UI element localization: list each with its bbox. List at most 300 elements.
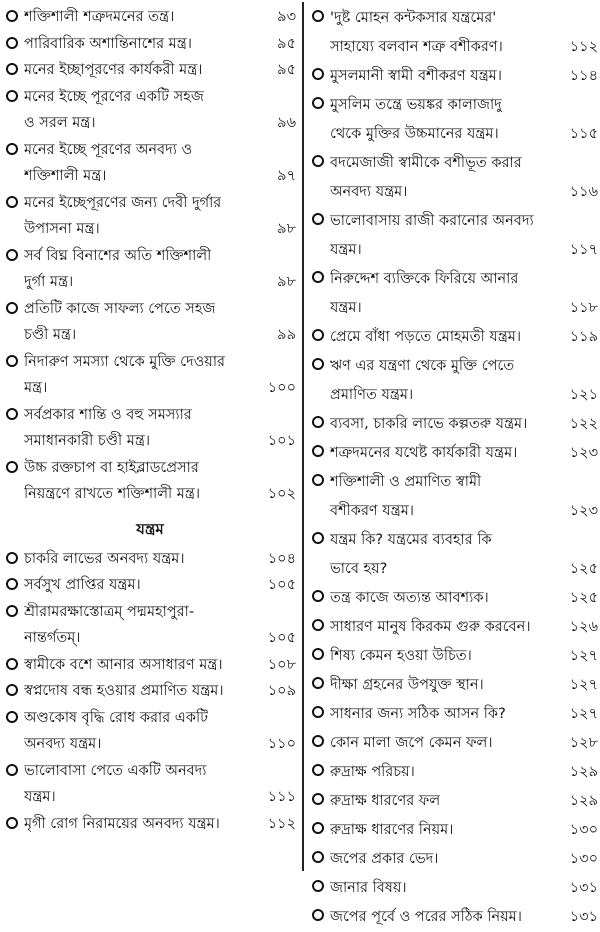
circle-bullet-icon: [6, 764, 18, 776]
entry-body: [24, 243, 296, 296]
toc-entry: [4, 190, 296, 243]
entry-line: [330, 816, 598, 845]
entry-title: অণ্ডকোষ বৃদ্ধি রোধ করার একটি: [24, 709, 209, 726]
entry-title: শক্তিশালী ও প্রমাণিত স্বামী: [330, 474, 482, 490]
circle-bullet-icon: [6, 143, 18, 155]
entry-body: [330, 439, 598, 468]
entry-title: নিদারুণ সমস্যা থেকে মুক্তি দেওয়ার: [24, 353, 225, 370]
page-number: ১১১: [267, 789, 296, 805]
entry-title: রুদ্রাক্ষ ধারণের ফল: [330, 793, 441, 809]
toc-entry: [310, 468, 598, 526]
entry-title: পারিবারিক অশান্তিনাশের মন্ত্র।: [24, 35, 192, 52]
entry-title: যন্ত্রম।: [330, 242, 362, 258]
entry-line: [330, 439, 598, 468]
circle-bullet-icon: [312, 735, 324, 747]
circle-bullet-icon: [312, 851, 324, 863]
page-number: ৯৭: [277, 168, 296, 184]
entry-body: [24, 705, 296, 758]
entry-line: [24, 652, 296, 679]
page-number: ১২২: [569, 416, 598, 432]
entry-body: [24, 349, 296, 402]
entry-body: [24, 84, 296, 137]
page-number: ৯৯: [277, 327, 296, 343]
entry-title: রুদ্রাক্ষ পরিচয়।: [330, 764, 415, 780]
entry-line: [330, 410, 598, 439]
left-column: [4, 4, 296, 837]
toc-entry: [4, 296, 296, 349]
entry-line: [24, 784, 296, 811]
entry-body: [24, 678, 296, 705]
entry-title: সাধনার জন্য সঠিক আসন কি?: [330, 706, 506, 722]
circle-bullet-icon: [312, 822, 324, 834]
toc-entry: [310, 526, 598, 584]
entry-line: [24, 572, 296, 599]
toc-entry: [310, 584, 598, 613]
entry-line: [24, 84, 296, 111]
entry-title: ভাবে হয়?: [330, 561, 388, 577]
entry-body: [330, 468, 598, 526]
entry-body: [24, 546, 296, 573]
entry-line: [330, 642, 598, 671]
entry-line: [330, 845, 598, 874]
entry-line: [24, 402, 296, 429]
circle-bullet-icon: [312, 590, 324, 602]
circle-bullet-icon: [312, 329, 324, 341]
entry-line: [24, 758, 296, 785]
entry-title: প্রতিটি কাজে সাফল্য পেতে সহজ: [24, 300, 216, 317]
entry-title: তন্ত্র কাজে অত্যন্ত আবশ্যক।: [330, 590, 489, 606]
entry-line: [24, 678, 296, 705]
toc-entry: [310, 265, 598, 323]
toc-entry: [310, 642, 598, 671]
entry-title: সমাধানকারী চণ্ডী মন্ত্র।: [24, 433, 151, 449]
entry-line: [330, 903, 598, 932]
circle-bullet-icon: [312, 880, 324, 892]
toc-entry: [310, 787, 598, 816]
entry-line: [24, 322, 296, 349]
entry-title: মনের ইচ্ছেপূরণের জন্য দেবী দুর্গার: [24, 194, 222, 211]
entry-line: [330, 33, 598, 62]
right-entries: [310, 4, 598, 932]
entry-line: [330, 207, 598, 236]
entry-body: [330, 4, 598, 62]
circle-bullet-icon: [6, 37, 18, 49]
entry-line: [330, 671, 598, 700]
entry-title: ও সরল মন্ত্র।: [24, 115, 96, 131]
entry-line: [330, 497, 598, 526]
entry-title: নান্তর্গতম্।: [24, 630, 81, 646]
entry-line: [24, 163, 296, 190]
entry-title: মনের ইচ্ছে পূরণের একটি সহজ: [24, 88, 204, 105]
toc-entry: [4, 4, 296, 31]
page-number: ১১৫: [569, 126, 598, 142]
page-number: ১০৫: [267, 577, 296, 593]
entry-title: অনবদ্য যন্ত্রম।: [24, 736, 102, 752]
entry-title: উপাসনা মন্ত্র।: [24, 221, 100, 237]
circle-bullet-icon: [6, 461, 18, 473]
circle-bullet-icon: [312, 358, 324, 370]
page-number: ১২৭: [569, 706, 598, 722]
circle-bullet-icon: [6, 817, 18, 829]
toc-entry: [310, 149, 598, 207]
page-number: ১১৭: [569, 242, 598, 258]
entry-title: মন্ত্র।: [24, 380, 48, 396]
page-number: ১২৫: [569, 590, 598, 606]
circle-bullet-icon: [312, 10, 324, 22]
entry-title: নিরুদ্দেশ ব্যক্তিকে ফিরিয়ে আনার: [330, 271, 519, 287]
entry-body: [330, 816, 598, 845]
entry-line: [330, 323, 598, 352]
page-number: ১৩১: [569, 909, 598, 925]
page-number: ১১৯: [569, 329, 598, 345]
circle-bullet-icon: [6, 658, 18, 670]
circle-bullet-icon: [312, 97, 324, 109]
toc-entry: [4, 455, 296, 508]
toc-entry: [4, 678, 296, 705]
circle-bullet-icon: [6, 552, 18, 564]
toc-entry: [4, 705, 296, 758]
circle-bullet-icon: [312, 68, 324, 80]
entry-body: [24, 57, 296, 84]
entry-line: [330, 62, 598, 91]
circle-bullet-icon: [6, 355, 18, 367]
entry-title: মুসলিম তন্ত্রে ভয়ঙ্কর কালাজাদু: [330, 97, 502, 113]
entry-body: [330, 265, 598, 323]
entry-line: [24, 546, 296, 573]
page-number: ১১২: [267, 815, 296, 832]
entry-body: [330, 91, 598, 149]
entry-title: উচ্চ রক্তচাপ বা হাইব্লাডপ্রেসার: [24, 459, 199, 476]
entry-line: [330, 758, 598, 787]
circle-bullet-icon: [312, 677, 324, 689]
circle-bullet-icon: [312, 793, 324, 805]
circle-bullet-icon: [312, 648, 324, 660]
entry-body: [330, 352, 598, 410]
entry-line: [24, 625, 296, 652]
entry-body: [24, 811, 296, 838]
entry-title: রুদ্রাক্ষ ধারণের নিয়ম।: [330, 822, 454, 838]
page-number: ৯৫: [277, 35, 296, 52]
entry-body: [24, 190, 296, 243]
entry-body: [330, 903, 598, 932]
toc-entry: [310, 352, 598, 410]
entry-line: [24, 455, 296, 482]
toc-entry: [4, 402, 296, 455]
entry-title: যন্ত্রম।: [330, 300, 362, 316]
entry-line: [24, 705, 296, 732]
toc-entry: [310, 207, 598, 265]
toc-entry: [310, 874, 598, 903]
page-number: ১২১: [569, 387, 598, 403]
entry-line: [330, 526, 598, 555]
entry-body: [330, 758, 598, 787]
entry-title: জপের প্রকার ভেদ।: [330, 851, 439, 867]
entry-body: [24, 652, 296, 679]
toc-entry: [310, 323, 598, 352]
entry-title: 'দুষ্ট মোহন কন্টকসার যন্ত্রমের': [330, 10, 497, 26]
entry-line: [24, 137, 296, 164]
entry-title: মনের ইচ্ছে পূরণের অনবদ্য ও: [24, 141, 193, 158]
entry-line: [24, 190, 296, 217]
toc-entry: [310, 729, 598, 758]
entry-body: [330, 787, 598, 816]
circle-bullet-icon: [312, 213, 324, 225]
entry-line: [330, 265, 598, 294]
entry-title: বশীকরণ যন্ত্রম।: [330, 503, 414, 519]
entry-line: [24, 375, 296, 402]
page-number: ১০৫: [267, 630, 296, 646]
entry-title: শিষ্য কেমন হওয়া উচিত।: [330, 648, 472, 664]
page-number: ১৩০: [569, 822, 598, 838]
toc-entry: [310, 845, 598, 874]
page-number: ৯৬: [277, 115, 296, 131]
circle-bullet-icon: [6, 684, 18, 696]
toc-entry: [310, 410, 598, 439]
entry-line: [24, 269, 296, 296]
entry-body: [330, 584, 598, 613]
entry-body: [330, 613, 598, 642]
entry-line: [330, 178, 598, 207]
circle-bullet-icon: [6, 249, 18, 261]
section-heading: যন্ত্রম: [136, 519, 164, 538]
toc-entry: [310, 91, 598, 149]
circle-bullet-icon: [6, 408, 18, 420]
circle-bullet-icon: [312, 532, 324, 544]
page-number: ১৩১: [569, 880, 598, 896]
page-number: ১২৭: [569, 648, 598, 664]
entry-title: বদমেজাজী স্বামীকে বশীভূত করার: [330, 155, 522, 171]
circle-bullet-icon: [6, 90, 18, 102]
page-number: ১০২: [267, 486, 296, 502]
entry-title: প্রমাণিত যন্ত্রম।: [330, 387, 414, 403]
page-number: ১০১: [267, 433, 296, 449]
circle-bullet-icon: [6, 578, 18, 590]
entry-title: ঋণ এর যন্ত্রণা থেকে মুক্তি পেতে: [330, 358, 515, 374]
entry-body: [330, 729, 598, 758]
entry-line: [24, 31, 296, 58]
entry-title: সর্ব বিঘ্ন বিনাশের অতি শক্তিশালী: [24, 247, 212, 264]
entry-title: দুর্গা মন্ত্র।: [24, 274, 74, 290]
entry-title: নিয়ন্ত্রণে রাখতে শক্তিশালী মন্ত্র।: [24, 486, 201, 502]
entry-body: [24, 4, 296, 31]
circle-bullet-icon: [312, 416, 324, 428]
toc-entry: [4, 84, 296, 137]
entry-line: [330, 352, 598, 381]
circle-bullet-icon: [312, 474, 324, 486]
page-number: ১১৪: [569, 68, 598, 84]
entry-line: [24, 599, 296, 626]
entry-line: [330, 874, 598, 903]
page-number: ৯৮: [277, 221, 296, 237]
entry-line: [330, 787, 598, 816]
circle-bullet-icon: [312, 706, 324, 718]
toc-entry: [310, 4, 598, 62]
left-entries-bottom: [4, 546, 296, 838]
entry-line: [330, 236, 598, 265]
entry-title: ভালোবাসা পেতে একটি অনবদ্য: [24, 762, 207, 779]
page-number: ১২৩: [569, 445, 598, 461]
entry-line: [330, 555, 598, 584]
entry-line: [24, 296, 296, 323]
toc-entry: [310, 758, 598, 787]
entry-line: [24, 57, 296, 84]
page-number: ১২৩: [569, 503, 598, 519]
entry-line: [24, 811, 296, 838]
page-number: ৯৫: [277, 62, 296, 78]
entry-title: কোন মালা জপে কেমন ফল।: [330, 735, 493, 751]
entry-body: [24, 296, 296, 349]
circle-bullet-icon: [312, 764, 324, 776]
entry-title: সর্বপ্রকার শান্তি ও বহু সমস্যার: [24, 406, 192, 423]
entry-title: প্রেমে বাঁধা পড়তে মোহমতী যন্ত্রম।: [330, 329, 522, 345]
entry-title: যন্ত্রম।: [24, 789, 56, 805]
entry-line: [330, 468, 598, 497]
entry-body: [24, 455, 296, 508]
entry-title: জানার বিষয়।: [330, 880, 407, 896]
page-number: ৯৩: [277, 9, 296, 25]
entry-title: চণ্ডী মন্ত্র।: [24, 327, 77, 343]
left-entries-top: [4, 4, 296, 508]
entry-title: থেকে মুক্তির উচ্চমানের যন্ত্রম।: [330, 126, 499, 142]
page-number: ১২৬: [569, 619, 598, 635]
entry-body: [330, 874, 598, 903]
entry-body: [330, 207, 598, 265]
page-number: ১২৯: [569, 764, 598, 780]
entry-title: মুসলমানী স্বামী বশীকরণ যন্ত্রম।: [330, 68, 502, 84]
entry-body: [330, 845, 598, 874]
entry-line: [24, 731, 296, 758]
entry-title: শ্রীরামরক্ষাস্তোত্রম্ পদ্মমহাপুরা-: [24, 603, 195, 620]
circle-bullet-icon: [312, 909, 324, 921]
entry-body: [330, 642, 598, 671]
toc-entry: [4, 31, 296, 58]
entry-body: [24, 402, 296, 455]
page-number: ১১৬: [569, 184, 598, 200]
entry-title: চাকরি লাভের অনবদ্য যন্ত্রম।: [24, 550, 185, 567]
entry-title: যন্ত্রম কি? যন্ত্রমের ব্যবহার কি: [330, 532, 492, 548]
entry-body: [330, 700, 598, 729]
circle-bullet-icon: [312, 619, 324, 631]
entry-title: ভালোবাসায় রাজী করানোর অনবদ্য: [330, 213, 534, 229]
page-number: ১২৯: [569, 793, 598, 809]
entry-line: [24, 110, 296, 137]
page-number: ১২৭: [569, 677, 598, 693]
entry-title: শক্তিশালী মন্ত্র।: [24, 168, 107, 184]
right-column: [310, 4, 598, 932]
entry-line: [24, 4, 296, 31]
page-number: ১১২: [569, 39, 598, 55]
toc-entry: [310, 439, 598, 468]
entry-body: [24, 758, 296, 811]
entry-body: [330, 149, 598, 207]
toc-entry: [4, 599, 296, 652]
circle-bullet-icon: [6, 10, 18, 22]
entry-body: [330, 62, 598, 91]
page-number: ১০৪: [267, 550, 296, 567]
toc-entry: [4, 349, 296, 402]
toc-entry: [310, 671, 598, 700]
circle-bullet-icon: [312, 155, 324, 167]
entry-line: [330, 729, 598, 758]
entry-title: মৃগী রোগ নিরাময়ের অনবদ্য যন্ত্রম।: [24, 815, 220, 832]
toc-entry: [4, 57, 296, 84]
entry-title: স্বপ্নদোষ বন্ধ হওয়ার প্রমাণিত যন্ত্রম।: [24, 683, 224, 699]
entry-line: [330, 381, 598, 410]
entry-line: [24, 243, 296, 270]
entry-title: অনবদ্য যন্ত্রম।: [330, 184, 408, 200]
page-number: ১০০: [267, 380, 296, 396]
entry-title: শক্তিশালী শত্রুদমনের তন্ত্র।: [24, 9, 175, 25]
entry-title: জপের পূর্বে ও পরের সঠিক নিয়ম।: [330, 909, 522, 925]
entry-title: সাধারণ মানুষ কিরকম গুরু করবেন।: [330, 619, 531, 635]
entry-line: [24, 216, 296, 243]
circle-bullet-icon: [6, 302, 18, 314]
toc-entry: [310, 700, 598, 729]
entry-line: [330, 120, 598, 149]
entry-title: শত্রুদমনের যথেষ্ট কার্যকারী যন্ত্রম।: [330, 445, 518, 461]
entry-body: [330, 410, 598, 439]
circle-bullet-icon: [6, 605, 18, 617]
entry-line: [330, 700, 598, 729]
page-number: ১০৯: [267, 683, 296, 699]
page-number: ১০৮: [267, 656, 296, 673]
entry-line: [330, 149, 598, 178]
toc-entry: [4, 758, 296, 811]
column-divider: [302, 2, 304, 871]
page-number: ১২৮: [569, 735, 598, 751]
page-number: ১৩০: [569, 851, 598, 867]
entry-body: [24, 599, 296, 652]
toc-entry: [4, 546, 296, 573]
entry-body: [24, 137, 296, 190]
toc-entry: [310, 613, 598, 642]
entry-line: [330, 613, 598, 642]
entry-title: ব্যবসা, চাকরি লাভে কল্পতরু যন্ত্রম।: [330, 416, 528, 432]
toc-entry: [4, 137, 296, 190]
toc-entry: [310, 903, 598, 932]
toc-entry: [4, 243, 296, 296]
page-number: ৯৮: [277, 274, 296, 290]
page-number: ১২৫: [569, 561, 598, 577]
entry-line: [330, 91, 598, 120]
toc-entry: [310, 62, 598, 91]
page-number: ১১০: [267, 736, 296, 752]
entry-body: [24, 572, 296, 599]
entry-title: দীক্ষা গ্রহনের উপযুক্ত স্থান।: [330, 677, 484, 693]
entry-title: স্বামীকে বশে আনার অসাধারণ মন্ত্র।: [24, 656, 223, 673]
circle-bullet-icon: [312, 271, 324, 283]
entry-body: [330, 671, 598, 700]
toc-entry: [310, 816, 598, 845]
entry-body: [330, 526, 598, 584]
entry-body: [330, 323, 598, 352]
entry-line: [330, 4, 598, 33]
toc-entry: [4, 811, 296, 838]
circle-bullet-icon: [6, 196, 18, 208]
circle-bullet-icon: [312, 445, 324, 457]
circle-bullet-icon: [6, 63, 18, 75]
entry-line: [330, 584, 598, 613]
toc-entry: [4, 652, 296, 679]
entry-line: [330, 294, 598, 323]
entry-line: [24, 349, 296, 376]
entry-title: সর্বসুখ প্রাপ্তির যন্ত্রম।: [24, 577, 141, 593]
circle-bullet-icon: [6, 711, 18, 723]
entry-title: মনের ইচ্ছাপূরণের কার্যকরী মন্ত্র।: [24, 62, 203, 78]
entry-title: সাহায্যে বলবান শত্রু বশীকরণ।: [330, 39, 503, 55]
entry-body: [24, 31, 296, 58]
entry-line: [24, 481, 296, 508]
